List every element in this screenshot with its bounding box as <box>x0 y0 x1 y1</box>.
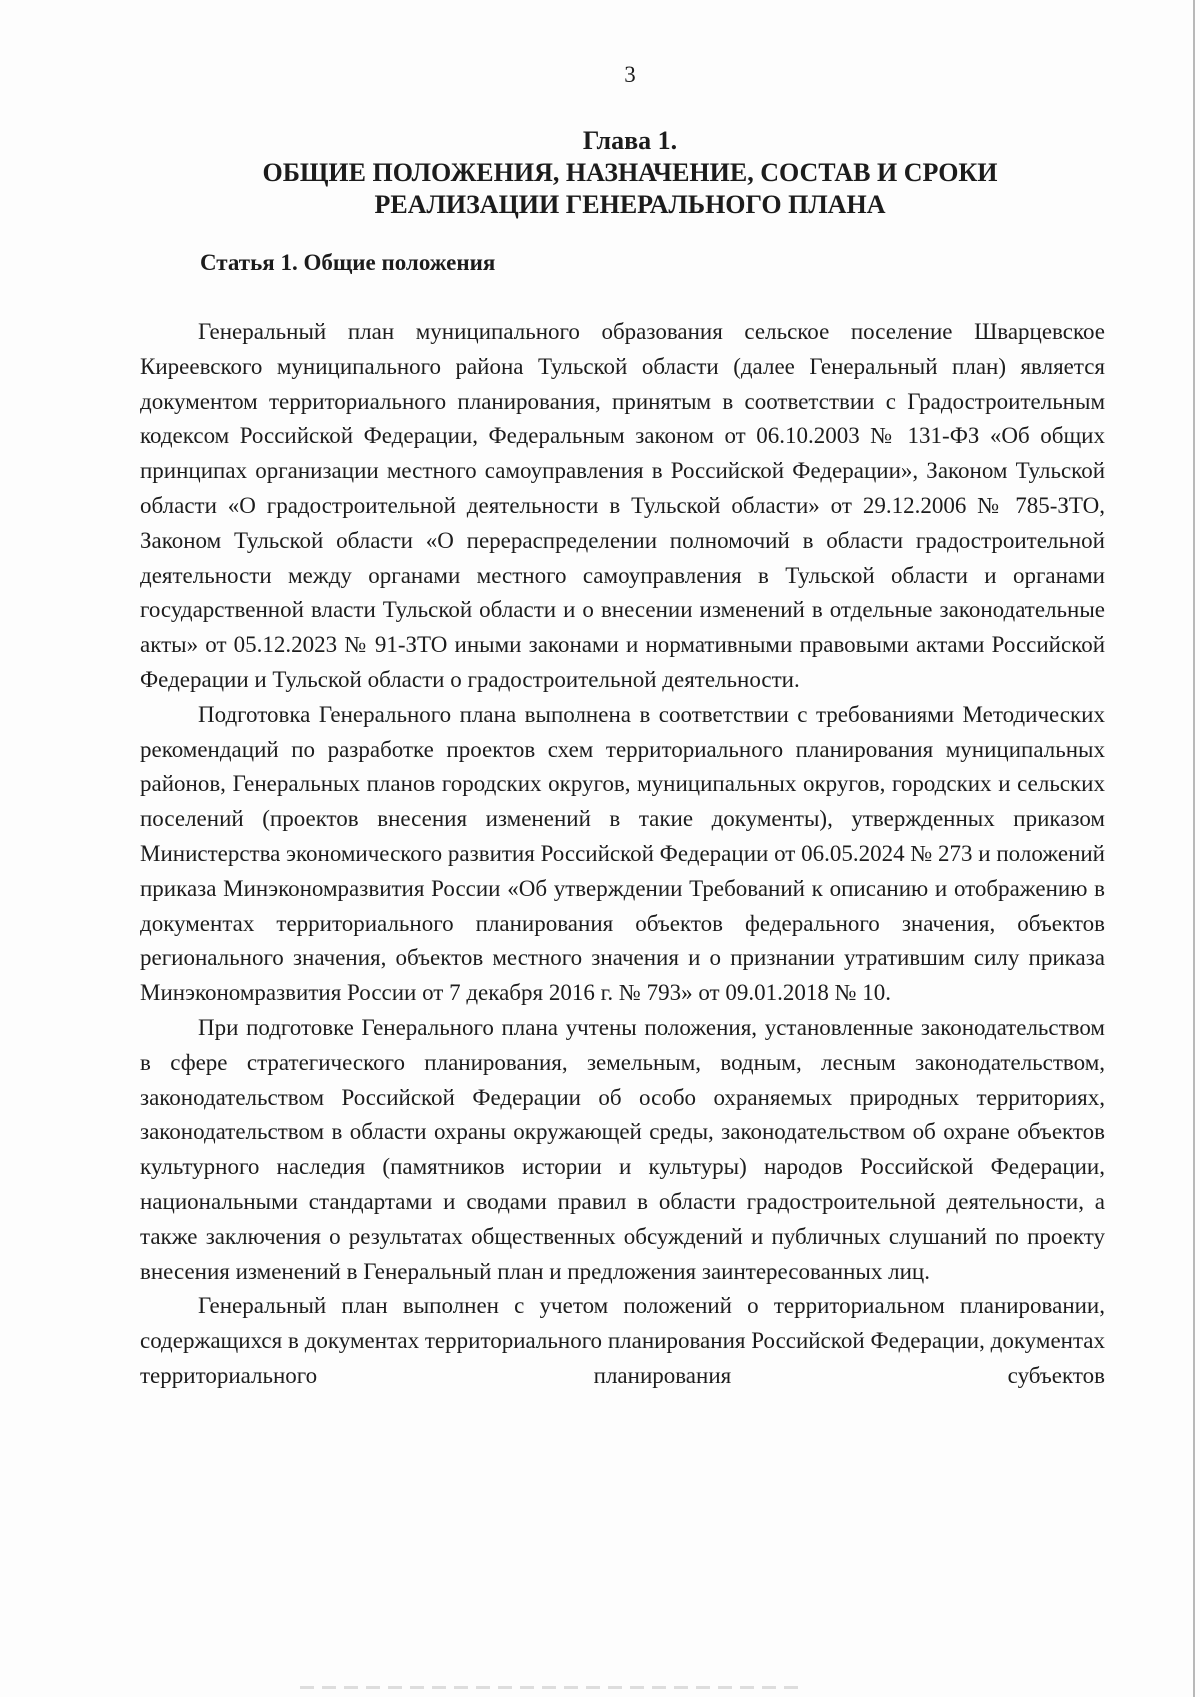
paragraph: Генеральный план выполнен с учетом положений о территориальном планировании, содержащихся в документах территориального планирования Российской Федерации, документах территориального планирования субъектов <box>140 1293 1105 1388</box>
paragraph: При подготовке Генерального плана учтены положения, установленные законодательством в сфере стратегического планирования, земельным, водным, лесным законодательством, законодательством Российской Федерации об особо охраняемых природных территориях, законодательством в области охраны окружающей среды, законодательством об охране объектов культурного наследия (памятников истории и культуры) народов Российской Федерации, национальными стандартами и сводами правил в области градостроительной деятельности, а также заключения о результатах общественных обсуждений и публичных слушаний по проекту внесения изменений в Генеральный план и предложения заинтересованных лиц. <box>140 1014 1105 1284</box>
body-text <box>140 315 1105 1394</box>
page-number: 3 <box>624 62 636 87</box>
page-edge-line <box>1193 0 1195 1697</box>
paragraph: Генеральный план муниципального образования сельское поселение Шварцевское Киреевского муниципального района Тульской области (далее Генеральный план) является документом территориального планирования, принятым в соответствии с Градостроительным кодексом Российской Федерации, Федеральным законом от 06.10.2003 № 131-ФЗ «Об общих принципах организации местного самоуправления в Российской Федерации», Законом Тульской области «О градостроительной деятельности в Тульской области» от 29.12.2006 № 785-ЗТО, Законом Тульской области «О перераспределении полномочий в области градостроительной деятельности между органами местного самоуправления в Тульской области и органами государственной власти Тульской области и о внесении изменений в отдельные законодательные акты» от 05.12.2023 № 91-ЗТО иными законами и нормативными правовыми актами Российской Федерации и Тульской области о градостроительной деятельности. <box>140 319 1105 692</box>
chapter-title-line-1: ОБЩИЕ ПОЛОЖЕНИЯ, НАЗНАЧЕНИЕ, СОСТАВ И СРОКИ <box>262 158 998 187</box>
chapter-title-line-2: РЕАЛИЗАЦИИ ГЕНЕРАЛЬНОГО ПЛАНА <box>374 190 886 219</box>
article-title: Статья 1. Общие положения <box>200 250 496 275</box>
chapter-number: Глава 1. <box>582 126 678 155</box>
paragraph: Подготовка Генерального плана выполнена в соответствии с требованиями Методических рекомендаций по разработке проектов схем территориального планирования муниципальных районов, Генеральных планов городских округов, муниципальных округов, городских и сельских поселений (проектов внесения изменений в такие документы), утвержденных приказом Министерства экономического развития Российской Федерации от 06.05.2024 № 273 и положений приказа Минэкономразвития России «Об утверждении Требований к описанию и отображению в документах территориального планирования объектов федерального значения, объектов регионального значения, объектов местного значения и о признании утратившим силу приказа Минэкономразвития России от 7 декабря 2016 г. № 793» от 09.01.2018 № 10. <box>140 701 1105 1006</box>
chapter-heading <box>140 125 1120 221</box>
scan-artifact <box>300 1686 800 1689</box>
